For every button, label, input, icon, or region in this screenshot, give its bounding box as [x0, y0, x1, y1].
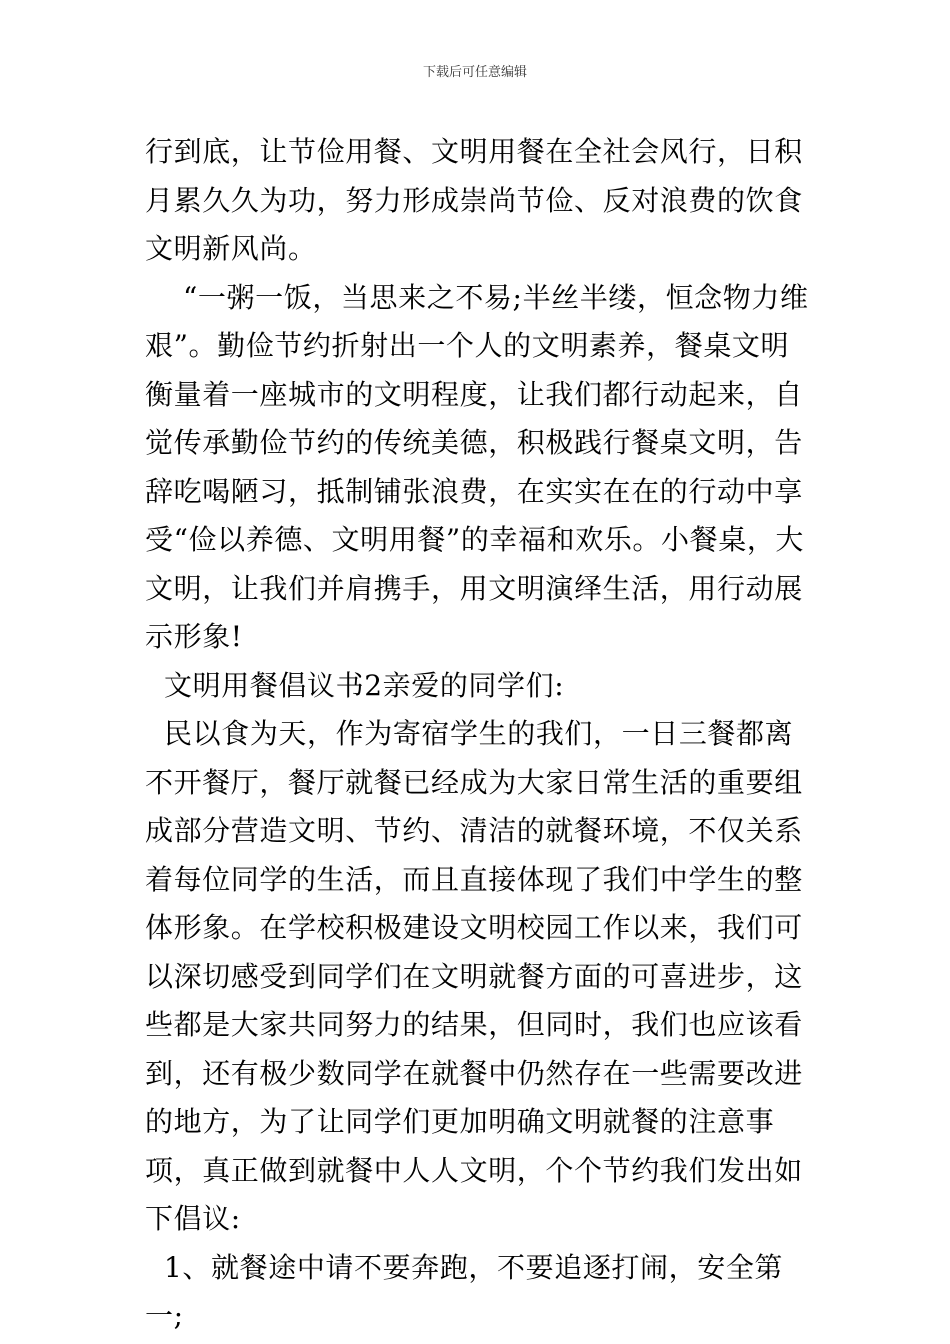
- paragraph-quote: “一粥一饭，当思来之不易;半丝半缕，恒念物力维艰”。勤俭节约折射出一个人的文明素养，餐桌文明衡量着一座城市的文明程度，让我们都行动起来，自觉传承勤俭节约的传统美德，积极践行餐桌文明，告辞吃喝陋习，抵制铺张浪费，在实实在在的行动中享受“俭以养德、文明用餐”的幸福和欢乐。小餐桌，大文明，让我们并肩携手，用文明演绎生活，用行动展示形象!: [145, 280, 809, 653]
- paragraph-item-1: 1、就餐途中请不要奔跑，不要追逐打闹，安全第一;: [145, 1250, 784, 1332]
- page-header: 下载后可任意编辑: [422, 65, 527, 80]
- paragraph-title-greeting: 文明用餐倡议书2亲爱的同学们:: [145, 668, 565, 702]
- paragraph-continuation: 行到底，让节俭用餐、文明用餐在全社会风行，日积月累久久为功，努力形成崇尚节俭、反对浪费的饮食文明新风尚。: [145, 135, 803, 265]
- document-body: [145, 128, 810, 1341]
- paragraph-body: 民以食为天，作为寄宿学生的我们，一日三餐都离不开餐厅，餐厅就餐已经成为大家日常生活的重要组成部分营造文明、节约、清洁的就餐环境，不仅关系着每位同学的生活，而且直接体现了我们中学生的整体形象。在学校积极建设文明校园工作以来，我们可以深切感受到同学们在文明就餐方面的可喜进步，这些都是大家共同努力的结果，但同时，我们也应该看到，还有极少数同学在就餐中仍然存在一些需要改进的地方，为了让同学们更加明确文明就餐的注意事项，真正做到就餐中人人文明，个个节约我们发出如下倡议:: [145, 717, 803, 1235]
